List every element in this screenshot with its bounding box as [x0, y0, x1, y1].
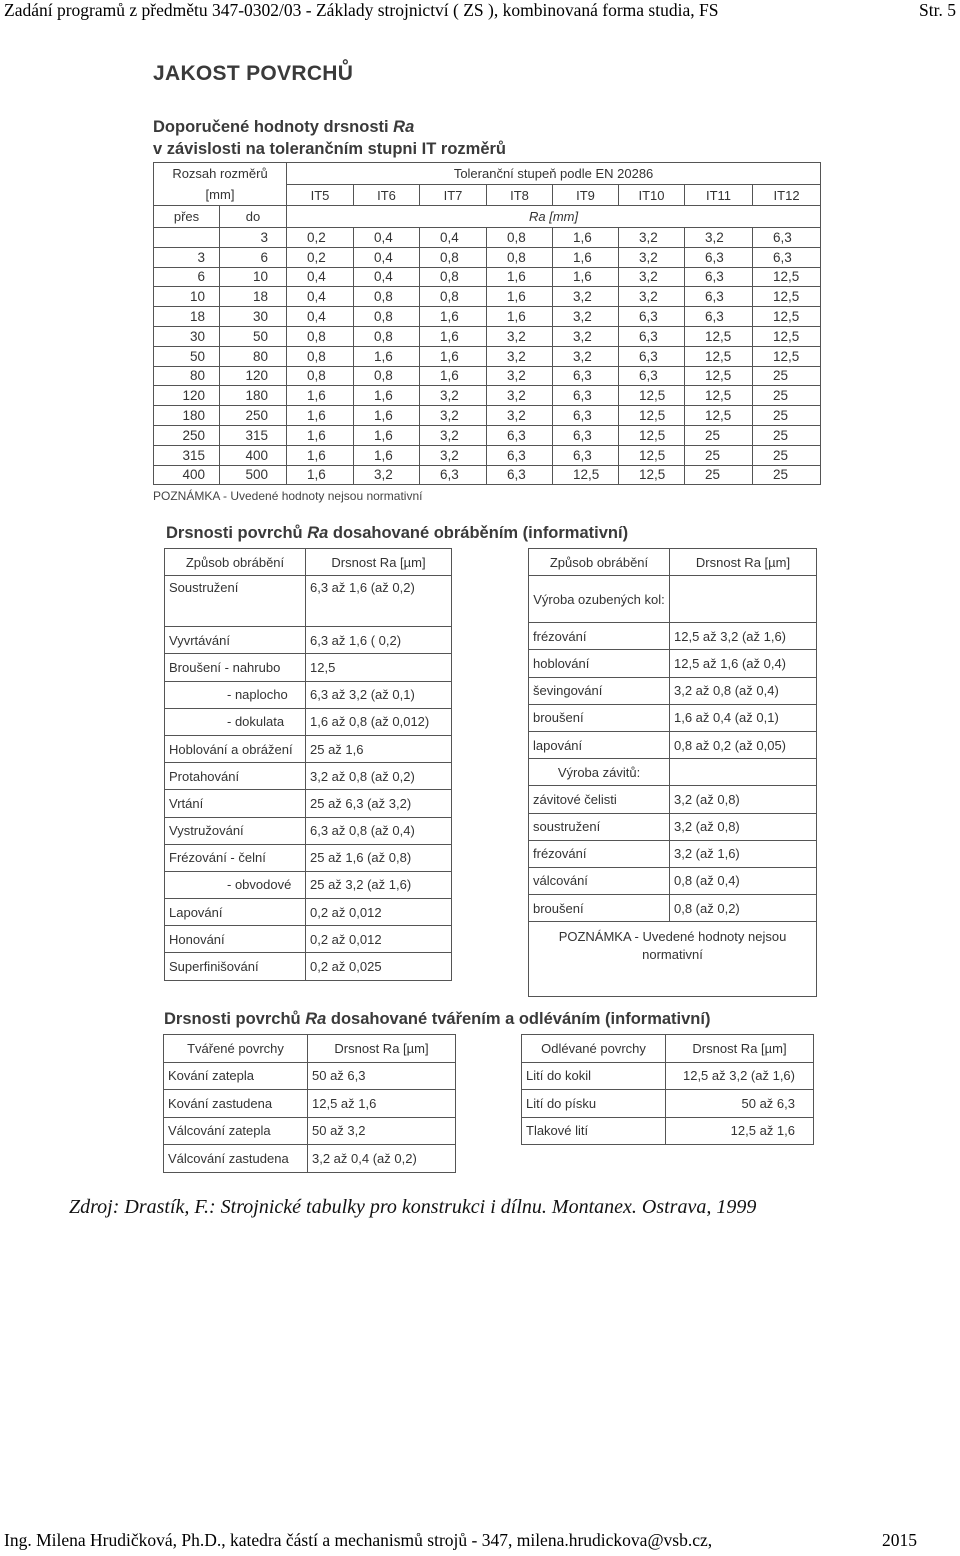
ra-value-cell: 6,3: [553, 425, 619, 445]
ra-value-cell: 0,8: [354, 287, 420, 307]
table-row: [165, 790, 452, 817]
range-to-cell: 6: [220, 247, 287, 267]
range-to-cell: 315: [220, 425, 287, 445]
table-row: [154, 425, 821, 445]
table-row: [154, 307, 821, 327]
ra-value-cell: 1,6: [420, 366, 487, 386]
machining-table-left: [164, 548, 452, 981]
ra-value-cell: 1,6: [487, 267, 553, 287]
table-row: [165, 926, 452, 953]
ra-value-cell: 3,2: [619, 247, 685, 267]
ra-value-cell: 1,6: [287, 465, 354, 485]
range-from-cell: 80: [154, 366, 220, 386]
ra-value-cell: 0,4: [354, 267, 420, 287]
roughness-cell: 6,3 až 1,6 (až 0,2): [306, 576, 452, 627]
ra-value-cell: 0,4: [287, 307, 354, 327]
machining-table-right: [528, 548, 817, 997]
table-row: [165, 681, 452, 708]
roughness-cell: 0,8 (až 0,2): [670, 895, 817, 922]
ra-value-cell: 0,8: [287, 326, 354, 346]
ra-value-cell: 1,6: [354, 346, 420, 366]
header-tolerance: Toleranční stupeň podle EN 20286: [287, 163, 821, 185]
method-cell: Frézování - čelní: [165, 844, 306, 871]
range-from-cell: 400: [154, 465, 220, 485]
range-to-cell: 120: [220, 366, 287, 386]
ra-value-cell: 1,6: [420, 346, 487, 366]
method-cell: Lití do písku: [522, 1090, 666, 1118]
roughness-cell: 3,2 (až 0,8): [670, 813, 817, 840]
ra-value-cell: 3,2: [685, 228, 753, 248]
roughness-cell: 25 až 1,6 (až 0,8): [306, 844, 452, 871]
empty-cell: [670, 576, 817, 623]
ra-value-cell: 0,8: [487, 247, 553, 267]
roughness-cell: 0,2 až 0,012: [306, 899, 452, 926]
table-row: [529, 704, 817, 731]
ra-value-cell: 0,2: [287, 228, 354, 248]
range-from-cell: 10: [154, 287, 220, 307]
ra-value-cell: 12,5: [753, 326, 821, 346]
it-grade-row: [154, 185, 821, 206]
ra-value-cell: 6,3: [685, 267, 753, 287]
ra-value-cell: 3,2: [619, 287, 685, 307]
range-to-cell: 18: [220, 287, 287, 307]
table-row: [529, 867, 817, 894]
roughness-cell: 50 až 6,3: [666, 1090, 814, 1118]
method-cell: Honování: [165, 926, 306, 953]
table-row: [164, 1117, 456, 1145]
col-header-cast: Odlévané povrchy: [522, 1035, 666, 1063]
table-row: [529, 731, 817, 758]
ra-value-cell: 6,3: [685, 307, 753, 327]
ra-value-cell: 6,3: [619, 326, 685, 346]
col-header-roughness: Drsnost Ra [µm]: [306, 549, 452, 576]
ra-value-cell: 6,3: [753, 247, 821, 267]
ra-value-cell: 1,6: [287, 425, 354, 445]
machining-note: POZNÁMKA - Uvedené hodnoty nejsou normativní: [529, 922, 817, 997]
it-grade-header: IT10: [619, 185, 685, 206]
ra-value-cell: 6,3: [553, 445, 619, 465]
roughness-cell: 6,3 až 1,6 ( 0,2): [306, 627, 452, 654]
ra-value-cell: 1,6: [553, 267, 619, 287]
section3-subtitle: [164, 1010, 710, 1029]
header-range: Rozsah rozměrů: [154, 163, 287, 185]
ra-value-cell: 1,6: [287, 406, 354, 426]
ra-value-cell: 0,8: [354, 307, 420, 327]
method-cell: Broušení - nahrubo: [165, 654, 306, 681]
table-row: [165, 576, 452, 627]
ra-value-cell: 25: [685, 465, 753, 485]
table-row: [165, 817, 452, 844]
footer-author: Ing. Milena Hrudičková, Ph.D., katedra částí a mechanismů strojů - 347, milena.hrudickova@vsb.cz,: [4, 1530, 713, 1550]
method-cell: Válcování zatepla: [164, 1117, 308, 1145]
roughness-cell: 25 až 3,2 (až 1,6): [306, 871, 452, 898]
roughness-cell: 6,3 až 3,2 (až 0,1): [306, 681, 452, 708]
roughness-cell: 12,5 až 3,2 (až 1,6): [670, 623, 817, 650]
table-row: [154, 346, 821, 366]
ra-value-cell: 0,4: [354, 247, 420, 267]
table-row: [154, 465, 821, 485]
table-row: [529, 677, 817, 704]
ra-value-cell: 0,8: [420, 267, 487, 287]
it-grade-header: IT12: [753, 185, 821, 206]
ra-value-cell: 0,8: [287, 346, 354, 366]
ra-value-cell: 1,6: [487, 307, 553, 327]
range-to-cell: 500: [220, 465, 287, 485]
ra-value-cell: 12,5: [619, 386, 685, 406]
method-cell: broušení: [529, 895, 670, 922]
ra-value-cell: 25: [753, 425, 821, 445]
range-to-cell: 50: [220, 326, 287, 346]
table-row: [154, 386, 821, 406]
group-row: [529, 759, 817, 786]
ra-value-cell: 0,8: [354, 326, 420, 346]
ra-value-cell: 1,6: [553, 247, 619, 267]
ra-value-cell: 25: [753, 406, 821, 426]
ra-value-cell: 0,8: [287, 366, 354, 386]
ra-value-cell: 6,3: [619, 346, 685, 366]
col-header-roughness: Drsnost Ra [µm]: [308, 1035, 456, 1063]
ra-value-cell: 3,2: [354, 465, 420, 485]
roughness-cell: 6,3 až 0,8 (až 0,4): [306, 817, 452, 844]
ra-value-cell: 1,6: [287, 386, 354, 406]
range-from-cell: 3: [154, 247, 220, 267]
table-row: [164, 1062, 456, 1090]
table-row: [165, 844, 452, 871]
ra-value-cell: 6,3: [753, 228, 821, 248]
range-from-cell: 50: [154, 346, 220, 366]
ra-value-cell: 25: [753, 366, 821, 386]
method-cell: Kování zatepla: [164, 1062, 308, 1090]
roughness-cell: 3,2 (až 0,8): [670, 786, 817, 813]
ra-value-cell: 0,8: [420, 247, 487, 267]
table-row: [165, 708, 452, 735]
range-to-cell: 10: [220, 267, 287, 287]
ra-value-cell: 6,3: [553, 366, 619, 386]
ra-value-cell: 3,2: [553, 307, 619, 327]
ra-value-cell: 1,6: [287, 445, 354, 465]
table-row: [165, 899, 452, 926]
ra-value-cell: 1,6: [354, 406, 420, 426]
ra-value-cell: 25: [753, 386, 821, 406]
table-row: [165, 871, 452, 898]
table-row: [522, 1090, 814, 1118]
method-cell: frézování: [529, 623, 670, 650]
section2-subtitle-text: Drsnosti povrchů: [166, 524, 308, 542]
it-grade-header: IT9: [553, 185, 619, 206]
table-row: [165, 953, 452, 980]
ra-value-cell: 25: [753, 465, 821, 485]
table-row: [529, 813, 817, 840]
it-grade-header: IT11: [685, 185, 753, 206]
ra-value-cell: 6,3: [487, 465, 553, 485]
forming-table: [163, 1034, 456, 1173]
header-ra-unit: Ra [mm]: [287, 206, 821, 228]
ra-value-cell: 3,2: [487, 366, 553, 386]
table-row: [165, 627, 452, 654]
table-row: [154, 406, 821, 426]
table-row: [154, 287, 821, 307]
method-cell: ševingování: [529, 677, 670, 704]
source-citation: Zdroj: Drastík, F.: Strojnické tabulky pro konstrukci i dílnu. Montanex. Ostrava, 1999: [69, 1196, 757, 1218]
ra-value-cell: 0,4: [420, 228, 487, 248]
section1-subtitle-text: Doporučené hodnoty drsnosti: [153, 118, 394, 136]
ra-value-cell: 25: [685, 445, 753, 465]
table-row: [529, 895, 817, 922]
table-row: [154, 445, 821, 465]
ra-value-cell: 12,5: [753, 346, 821, 366]
range-from-cell: 120: [154, 386, 220, 406]
roughness-cell: 1,6 až 0,4 (až 0,1): [670, 704, 817, 731]
ra-value-cell: 6,3: [685, 247, 753, 267]
ra-value-cell: 3,2: [487, 326, 553, 346]
ra-value-cell: 12,5: [753, 267, 821, 287]
ra-value-cell: 3,2: [553, 326, 619, 346]
table-row: [154, 366, 821, 386]
range-from-cell: 315: [154, 445, 220, 465]
header-range-unit: [mm]: [154, 185, 287, 206]
roughness-cell: 25 až 6,3 (až 3,2): [306, 790, 452, 817]
ra-value-cell: 3,2: [420, 386, 487, 406]
section3-subtitle-ra: Ra: [305, 1010, 327, 1028]
ra-value-cell: 0,8: [354, 366, 420, 386]
forming-body: [164, 1062, 456, 1172]
table-row: [154, 267, 821, 287]
table-row: [154, 228, 821, 248]
table-row: [154, 326, 821, 346]
table-row: [165, 735, 452, 762]
ra-value-cell: 3,2: [420, 425, 487, 445]
method-cell: závitové čelisti: [529, 786, 670, 813]
it-table-body: [154, 228, 821, 485]
ra-value-cell: 12,5: [685, 406, 753, 426]
roughness-cell: 50 až 3,2: [308, 1117, 456, 1145]
method-cell: Tlakové lití: [522, 1117, 666, 1145]
col-header-method: Způsob obrábění: [529, 549, 670, 576]
empty-cell: [670, 759, 817, 786]
range-to-cell: 80: [220, 346, 287, 366]
method-cell: - dokulata: [165, 708, 306, 735]
method-cell: Vyvrtávání: [165, 627, 306, 654]
table-row: [522, 1117, 814, 1145]
roughness-cell: 0,2 až 0,012: [306, 926, 452, 953]
page-header: [0, 0, 960, 24]
ra-value-cell: 12,5: [553, 465, 619, 485]
ra-value-cell: 12,5: [619, 425, 685, 445]
ra-value-cell: 3,2: [420, 445, 487, 465]
ra-value-cell: 3,2: [553, 287, 619, 307]
ra-value-cell: 1,6: [553, 228, 619, 248]
method-cell: Válcování zastudena: [164, 1145, 308, 1173]
ra-value-cell: 1,6: [420, 307, 487, 327]
roughness-cell: 12,5 až 3,2 (až 1,6): [666, 1062, 814, 1090]
machining-left-body: [165, 576, 452, 980]
method-cell: Hoblování a obrážení: [165, 735, 306, 762]
ra-value-cell: 6,3: [487, 445, 553, 465]
ra-value-cell: 12,5: [619, 406, 685, 426]
machining-right-body: [529, 576, 817, 997]
roughness-cell: 25 až 1,6: [306, 735, 452, 762]
method-cell: Lití do kokil: [522, 1062, 666, 1090]
ra-value-cell: 12,5: [753, 287, 821, 307]
table-row: [165, 654, 452, 681]
roughness-cell: 0,8 (až 0,4): [670, 867, 817, 894]
casting-body: [522, 1062, 814, 1145]
section2-subtitle-ra: Ra: [307, 524, 329, 542]
it-grade-header: IT6: [354, 185, 420, 206]
range-to-cell: 400: [220, 445, 287, 465]
roughness-cell: 3,2 (až 1,6): [670, 840, 817, 867]
section3-subtitle-rest: dosahované tvářením a odléváním (informativní): [326, 1010, 711, 1028]
note-row: [529, 922, 817, 997]
ra-value-cell: 6,3: [553, 406, 619, 426]
col-header-roughness: Drsnost Ra [µm]: [670, 549, 817, 576]
roughness-it-table: [153, 162, 821, 485]
method-cell: frézování: [529, 840, 670, 867]
ra-value-cell: 6,3: [420, 465, 487, 485]
ra-value-cell: 0,8: [487, 228, 553, 248]
table-row: [529, 840, 817, 867]
method-cell: Soustružení: [165, 576, 306, 627]
ra-value-cell: 3,2: [553, 346, 619, 366]
ra-value-cell: 3,2: [487, 406, 553, 426]
casting-table: [521, 1034, 814, 1145]
ra-value-cell: 12,5: [685, 326, 753, 346]
ra-value-cell: 25: [685, 425, 753, 445]
section1-subtitle-line1: [153, 118, 414, 137]
range-to-cell: 180: [220, 386, 287, 406]
range-from-cell: 250: [154, 425, 220, 445]
ra-value-cell: 6,3: [619, 366, 685, 386]
range-from-cell: [154, 228, 220, 248]
table-row: [522, 1062, 814, 1090]
it-grade-header: IT8: [487, 185, 553, 206]
ra-value-cell: 6,3: [619, 307, 685, 327]
ra-value-cell: 1,6: [354, 445, 420, 465]
page-number: Str. 5: [919, 0, 956, 20]
ra-value-cell: 0,4: [287, 287, 354, 307]
roughness-cell: 12,5 až 1,6: [666, 1117, 814, 1145]
roughness-cell: 1,6 až 0,8 (až 0,012): [306, 708, 452, 735]
section2-subtitle-rest: dosahované obráběním (informativní): [328, 524, 629, 542]
ra-value-cell: 3,2: [619, 228, 685, 248]
ra-value-cell: 12,5: [685, 386, 753, 406]
roughness-cell: 12,5: [306, 654, 452, 681]
roughness-cell: 50 až 6,3: [308, 1062, 456, 1090]
section1-note: POZNÁMKA - Uvedené hodnoty nejsou normativní: [153, 489, 423, 503]
table-row: [165, 763, 452, 790]
method-cell: hoblování: [529, 650, 670, 677]
ra-value-cell: 12,5: [753, 307, 821, 327]
method-cell: lapování: [529, 731, 670, 758]
method-cell: - obvodové: [165, 871, 306, 898]
roughness-cell: 12,5 až 1,6 (až 0,4): [670, 650, 817, 677]
method-cell: Vystružování: [165, 817, 306, 844]
method-cell: broušení: [529, 704, 670, 731]
table-row: [529, 623, 817, 650]
group-label-gears: Výroba ozubených kol:: [529, 576, 670, 623]
ra-value-cell: 25: [753, 445, 821, 465]
page-title: JAKOST POVRCHŮ: [153, 62, 354, 85]
ra-value-cell: 6,3: [487, 425, 553, 445]
ra-value-cell: 6,3: [685, 287, 753, 307]
range-from-cell: 6: [154, 267, 220, 287]
roughness-cell: 12,5 až 1,6: [308, 1090, 456, 1118]
ra-value-cell: 3,2: [619, 267, 685, 287]
group-row: [529, 576, 817, 623]
method-cell: Protahování: [165, 763, 306, 790]
method-cell: - naplocho: [165, 681, 306, 708]
ra-value-cell: 12,5: [619, 445, 685, 465]
ra-value-cell: 0,4: [354, 228, 420, 248]
range-to-cell: 3: [220, 228, 287, 248]
ra-value-cell: 3,2: [420, 406, 487, 426]
roughness-cell: 0,2 až 0,025: [306, 953, 452, 980]
roughness-cell: 0,8 až 0,2 (až 0,05): [670, 731, 817, 758]
section3-subtitle-text: Drsnosti povrchů: [164, 1010, 306, 1028]
ra-value-cell: 12,5: [685, 346, 753, 366]
footer-year: 2015: [882, 1530, 917, 1550]
method-cell: Vrtání: [165, 790, 306, 817]
ra-value-cell: 1,6: [487, 287, 553, 307]
header-course-title: Zadání programů z předmětu 347-0302/03 - Základy strojnictví ( ZS ), kombinovaná forma studia, FS: [4, 0, 719, 20]
ra-value-cell: 1,6: [420, 326, 487, 346]
range-to-cell: 250: [220, 406, 287, 426]
section1-subtitle-line2: v závislosti na tolerančním stupni IT rozměrů: [153, 140, 506, 158]
header-over: přes: [154, 206, 220, 228]
col-header-method: Způsob obrábění: [165, 549, 306, 576]
group-label-threads: Výroba závitů:: [529, 759, 670, 786]
ra-value-cell: 1,6: [354, 425, 420, 445]
ra-value-cell: 0,8: [420, 287, 487, 307]
ra-value-cell: 3,2: [487, 386, 553, 406]
ra-value-cell: 12,5: [685, 366, 753, 386]
ra-value-cell: 12,5: [619, 465, 685, 485]
col-header-formed: Tvářené povrchy: [164, 1035, 308, 1063]
table-row: [164, 1145, 456, 1173]
ra-value-cell: 0,2: [287, 247, 354, 267]
ra-value-cell: 3,2: [487, 346, 553, 366]
section2-subtitle: [166, 524, 628, 543]
table-row: [529, 650, 817, 677]
method-cell: Superfinišování: [165, 953, 306, 980]
method-cell: válcování: [529, 867, 670, 894]
it-grade-header: IT7: [420, 185, 487, 206]
col-header-roughness: Drsnost Ra [µm]: [666, 1035, 814, 1063]
ra-value-cell: 1,6: [354, 386, 420, 406]
ra-value-cell: 6,3: [553, 386, 619, 406]
roughness-cell: 3,2 až 0,4 (až 0,2): [308, 1145, 456, 1173]
header-to: do: [220, 206, 287, 228]
ra-value-cell: 0,4: [287, 267, 354, 287]
table-row: [154, 247, 821, 267]
method-cell: Lapování: [165, 899, 306, 926]
roughness-cell: 3,2 až 0,8 (až 0,2): [306, 763, 452, 790]
section1-subtitle-ra: Ra: [393, 118, 415, 136]
page-footer: [0, 1530, 960, 1554]
roughness-cell: 3,2 až 0,8 (až 0,4): [670, 677, 817, 704]
range-to-cell: 30: [220, 307, 287, 327]
table-row: [529, 786, 817, 813]
table-row: [164, 1090, 456, 1118]
range-from-cell: 18: [154, 307, 220, 327]
range-from-cell: 30: [154, 326, 220, 346]
method-cell: Kování zastudena: [164, 1090, 308, 1118]
range-from-cell: 180: [154, 406, 220, 426]
it-grade-header: IT5: [287, 185, 354, 206]
method-cell: soustružení: [529, 813, 670, 840]
